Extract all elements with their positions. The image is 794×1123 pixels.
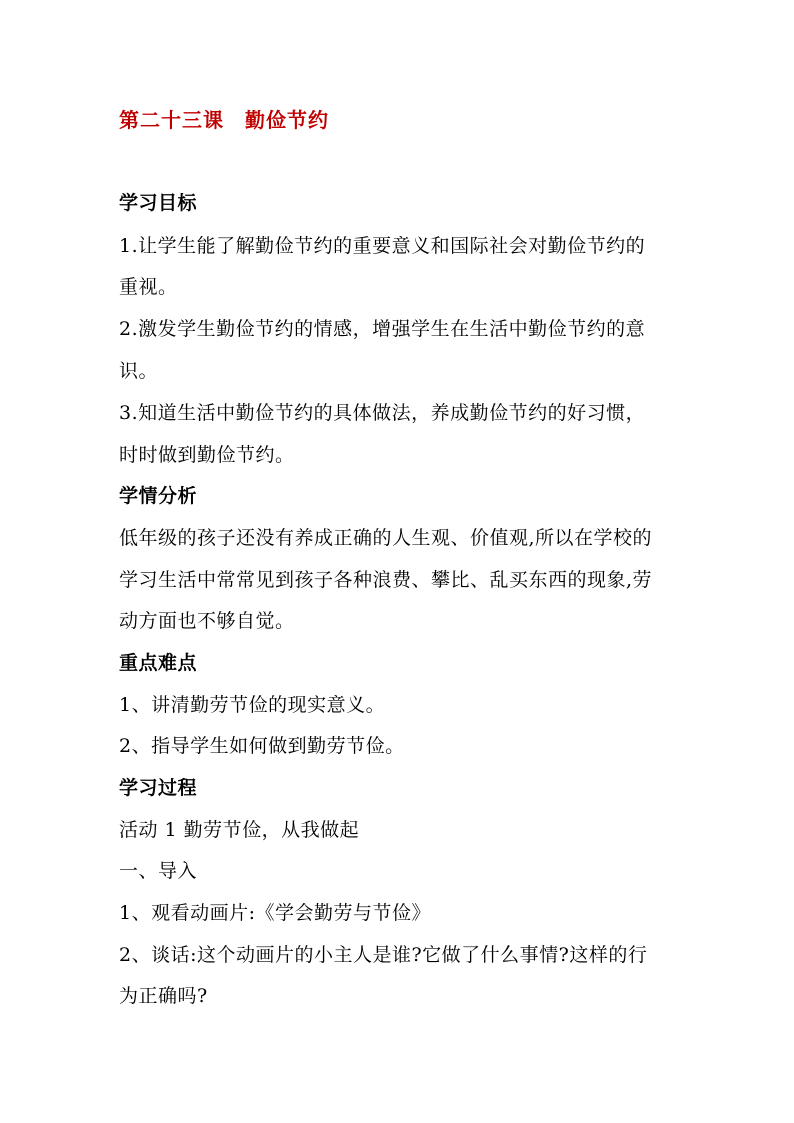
objectives-line: 重视。 [119,276,178,298]
section-heading-objectives: 学习目标 [119,192,198,214]
process-line: 1、观看动画片:《学会勤劳与节俭》 [119,902,431,924]
key-points-line: 2、指导学生如何做到勤劳节俭。 [119,735,405,757]
objectives-line: 时时做到勤俭节约。 [119,444,295,466]
lesson-title: 第二十三课 勤俭节约 [119,108,329,132]
process-line: 2、谈话:这个动画片的小主人是谁?它做了什么事情?这样的行 [119,944,648,966]
analysis-line: 学习生活中常常见到孩子各种浪费、攀比、乱买东西的现象,劳 [119,569,653,591]
section-heading-process: 学习过程 [119,777,198,799]
key-points-line: 1、讲清勤劳节俭的现实意义。 [119,694,386,716]
objectives-line: 1.让学生能了解勤俭节约的重要意义和国际社会对勤俭节约的 [119,235,646,257]
analysis-line: 动方面也不够自觉。 [119,610,295,632]
process-line: 活动 1 勤劳节俭，从我做起 [119,819,360,841]
section-heading-analysis: 学情分析 [119,485,198,507]
objectives-line: 3.知道生活中勤俭节约的具体做法，养成勤俭节约的好习惯， [119,402,646,424]
process-line: 一、导入 [119,860,198,882]
analysis-line: 低年级的孩子还没有养成正确的人生观、价值观,所以在学校的 [119,527,653,549]
section-heading-key-points: 重点难点 [119,652,198,674]
objectives-line: 识。 [119,360,159,382]
objectives-line: 2.激发学生勤俭节约的情感，增强学生在生活中勤俭节约的意 [119,318,646,340]
process-line: 为正确吗? [119,985,208,1007]
